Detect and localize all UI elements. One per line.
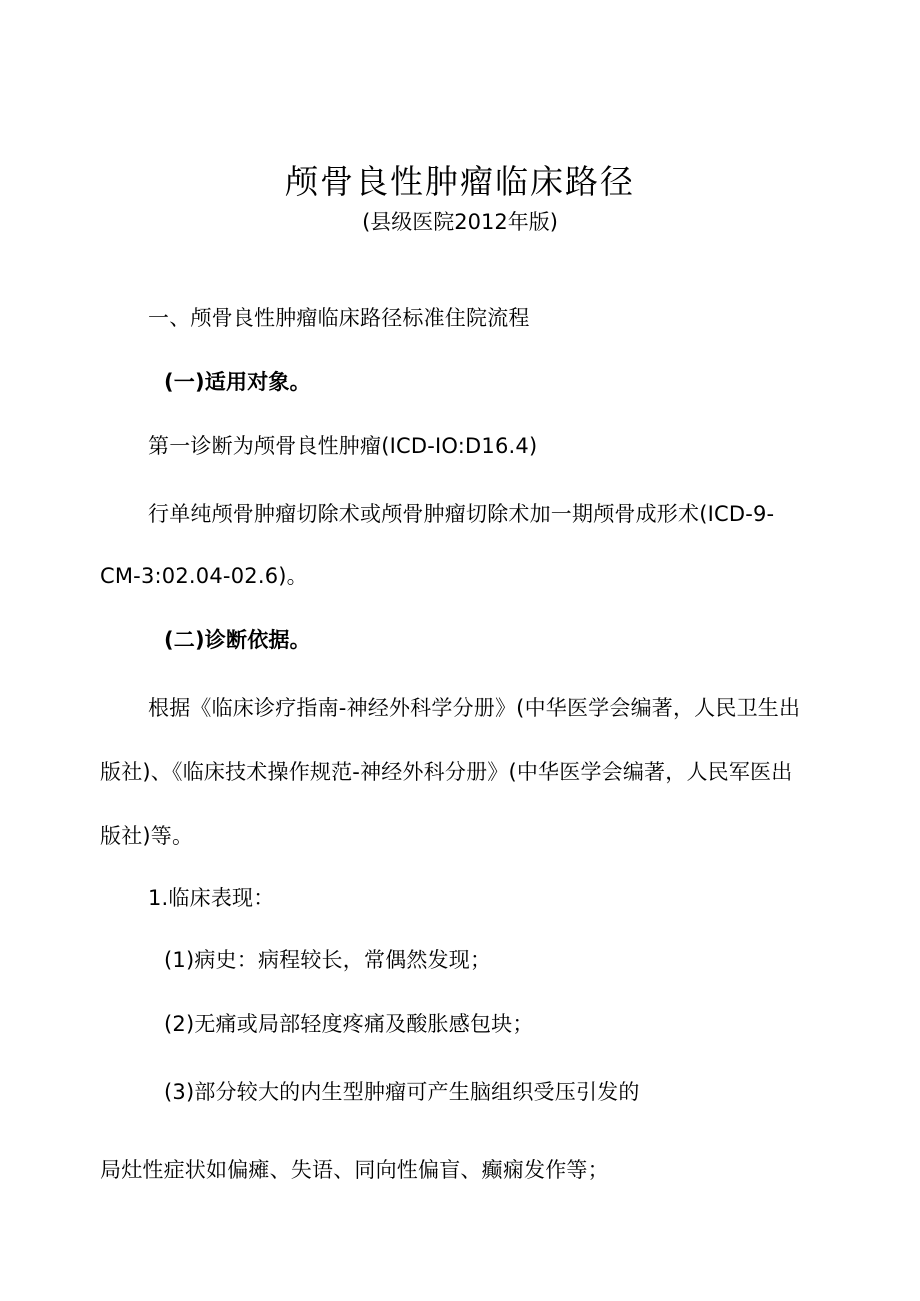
page-subtitle: (县级医院2012年版) [362,210,558,234]
paragraph-reference-line-1: 根据《临床诊疗指南-神经外科学分册》(中华医学会编著，人民卫生出 [148,696,801,720]
subsection-heading-applicable-objects: (一)适用对象。 [164,370,311,394]
paragraph-reference-line-3: 版社)等。 [100,824,194,848]
list-item-compression-line-2: 局灶性症状如偏瘫、失语、同向性偏盲、癫痫发作等； [100,1158,609,1182]
paragraph-procedure-line-2: CM-3:02.04-02.6)。 [100,564,308,588]
list-item-history: (1)病史：病程较长，常偶然发现； [164,948,492,972]
subsection-heading-diagnostic-basis: (二)诊断依据。 [164,628,311,652]
section-heading-1: 一、颅骨良性肿瘤临床路径标准住院流程 [148,306,530,330]
list-item-compression-line-1: (3)部分较大的内生型肿瘤可产生脑组织受压引发的 [164,1080,640,1104]
page-title: 颅骨良性肿瘤临床路径 [285,162,635,202]
list-item-painless-mass: (2)无痛或局部轻度疼痛及酸胀感包块； [164,1012,534,1036]
paragraph-first-diagnosis: 第一诊断为颅骨良性肿瘤(ICD-IO:D16.4) [148,434,538,458]
paragraph-reference-line-2: 版社)、《临床技术操作规范-神经外科分册》(中华医学会编著，人民军医出 [100,760,793,784]
paragraph-procedure-line-1: 行单纯颅骨肿瘤切除术或颅骨肿瘤切除术加一期颅骨成形术(ICD-9- [148,502,775,526]
list-item-clinical-manifestation: 1.临床表现： [148,886,275,910]
